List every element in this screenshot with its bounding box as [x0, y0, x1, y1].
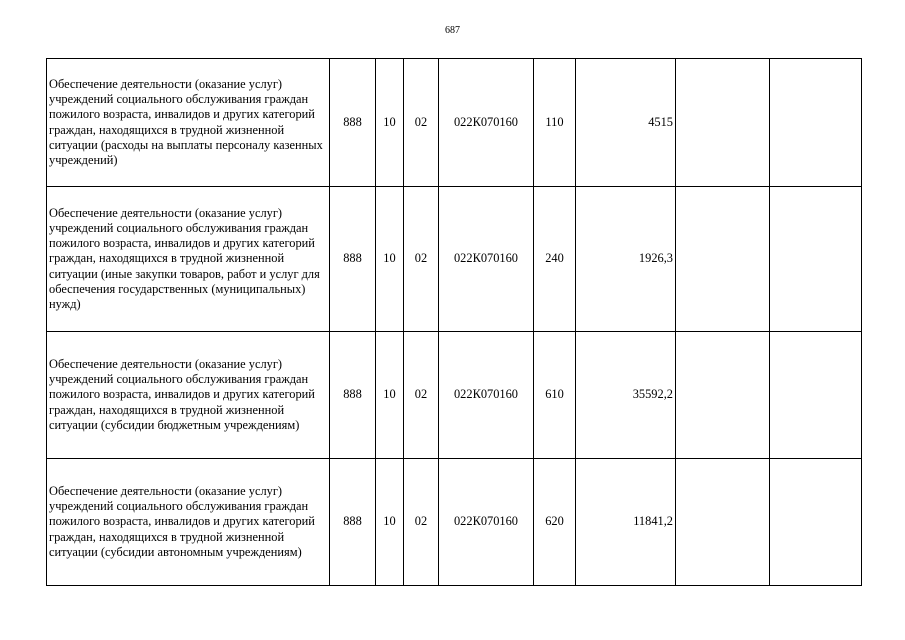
subsection-cell: 02 [404, 459, 439, 586]
empty-cell [770, 187, 862, 332]
ministry-code-cell: 888 [330, 332, 376, 459]
row-name-cell: Обеспечение деятельности (оказание услуг) учреждений социального обслуживания граждан пожилого возраста, инвалидов и других категорий граждан, находящихся в трудной жизненной ситуации (субсидии автономным учреждениям) [47, 459, 330, 586]
expense-type-cell: 240 [534, 187, 576, 332]
table-row [47, 332, 862, 459]
section-cell: 10 [376, 459, 404, 586]
empty-cell [770, 332, 862, 459]
row-name-cell: Обеспечение деятельности (оказание услуг) учреждений социального обслуживания граждан пожилого возраста, инвалидов и других категорий граждан, находящихся в трудной жизненной ситуации (иные закупки товаров, работ и услуг для обеспечения государственных (муниципальных) нужд) [47, 187, 330, 332]
expense-type-cell: 110 [534, 59, 576, 187]
target-article-cell: 022К070160 [439, 59, 534, 187]
section-cell: 10 [376, 332, 404, 459]
section-cell: 10 [376, 59, 404, 187]
target-article-cell: 022К070160 [439, 459, 534, 586]
empty-cell [676, 187, 770, 332]
row-name-cell: Обеспечение деятельности (оказание услуг) учреждений социального обслуживания граждан пожилого возраста, инвалидов и других категорий граждан, находящихся в трудной жизненной ситуации (субсидии бюджетным учреждениям) [47, 332, 330, 459]
subsection-cell: 02 [404, 187, 439, 332]
page-number: 687 [445, 25, 460, 36]
target-article-cell: 022К070160 [439, 332, 534, 459]
ministry-code-cell: 888 [330, 459, 376, 586]
expense-type-cell: 620 [534, 459, 576, 586]
ministry-code-cell: 888 [330, 187, 376, 332]
amount-cell: 35592,2 [576, 332, 676, 459]
table-row [47, 459, 862, 586]
empty-cell [770, 459, 862, 586]
empty-cell [770, 59, 862, 187]
amount-cell: 4515 [576, 59, 676, 187]
amount-cell: 1926,3 [576, 187, 676, 332]
subsection-cell: 02 [404, 332, 439, 459]
table-row [47, 59, 862, 187]
expense-type-cell: 610 [534, 332, 576, 459]
section-cell: 10 [376, 187, 404, 332]
empty-cell [676, 332, 770, 459]
amount-cell: 11841,2 [576, 459, 676, 586]
empty-cell [676, 459, 770, 586]
target-article-cell: 022К070160 [439, 187, 534, 332]
row-name-cell: Обеспечение деятельности (оказание услуг) учреждений социального обслуживания граждан пожилого возраста, инвалидов и других категорий граждан, находящихся в трудной жизненной ситуации (расходы на выплаты персоналу казенных учреждений) [47, 59, 330, 187]
empty-cell [676, 59, 770, 187]
table-row [47, 187, 862, 332]
subsection-cell: 02 [404, 59, 439, 187]
ministry-code-cell: 888 [330, 59, 376, 187]
budget-table [46, 58, 862, 586]
